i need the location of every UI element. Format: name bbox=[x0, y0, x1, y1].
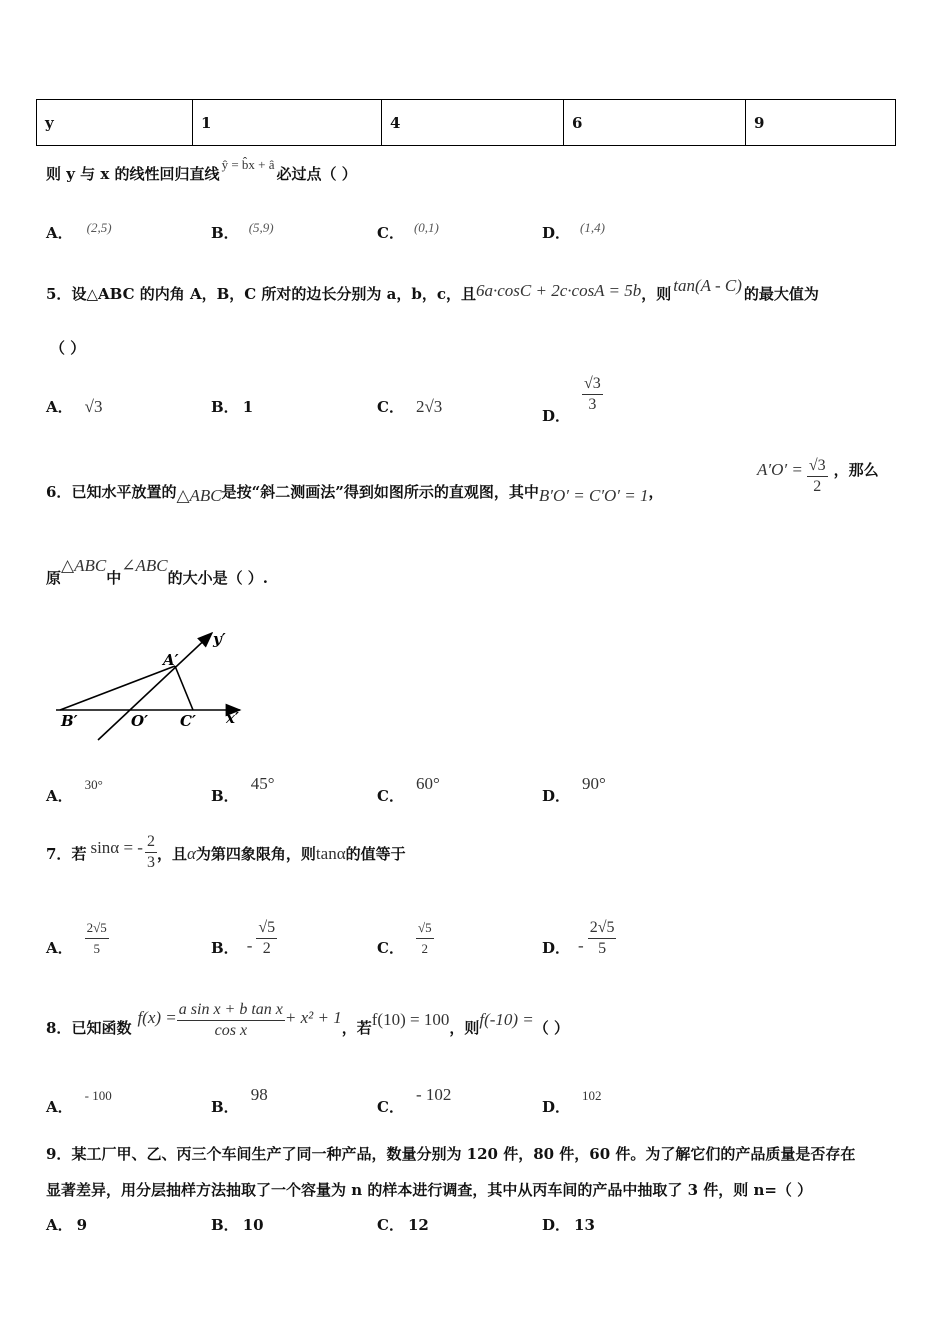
label-c-prime: C′ bbox=[180, 712, 196, 730]
q5-option-c[interactable]: C． 2√3 bbox=[377, 397, 443, 416]
q4-option-d[interactable]: D． $^{(1,4)}$ bbox=[542, 220, 605, 242]
q6-option-b[interactable]: B．45° bbox=[211, 774, 275, 805]
data-table bbox=[36, 99, 896, 146]
q6-stem-line2: 原△ABC中∠ABC的大小是（ ）. bbox=[46, 556, 269, 587]
q7-condition: sinα = - bbox=[90, 838, 143, 857]
q8-stem: 8．已知函数f(x) = $\frac{\text{a sin x + b tan x}}{\text{cos x}}$ + x² + 1，若f(10) = 100，则f(-10) =（ ） bbox=[46, 1001, 570, 1039]
q4-stem bbox=[46, 157, 357, 184]
q9-option-b[interactable]: B． 10 bbox=[211, 1216, 264, 1234]
q5-option-a[interactable]: A． √3 bbox=[46, 397, 103, 416]
label-b-prime: B′ bbox=[61, 712, 78, 730]
q5-stem: 5．设△ABC 的内角 A，B，C 所对的边长分别为 a，b，c，且6a·cosC + 2c·cosA = 5b，则 tan(A - C) 的最大值为 bbox=[46, 276, 819, 303]
q9-option-a[interactable]: A． 9 bbox=[46, 1216, 88, 1234]
q5-blank: （ ） bbox=[50, 339, 86, 357]
q6-option-d[interactable]: D．90° bbox=[542, 774, 606, 805]
label-a-prime: A′ bbox=[163, 651, 179, 669]
q5-condition: 6a·cosC + 2c·cosA = 5b bbox=[476, 281, 642, 300]
q7-stem: 7．若 sinα = - $\frac{2}{3}$ ，且α为第四象限角，则tanα的值等于 bbox=[46, 833, 406, 871]
q5-option-d[interactable]: D． $\frac{√3}{3}$ bbox=[542, 375, 601, 425]
segment-b-a bbox=[60, 666, 175, 710]
q6-condition-2: A′O′ = $\frac{√3}{2}$ ，那么 bbox=[757, 457, 879, 495]
q7-option-b[interactable]: B． - $\frac{√5}{2}$ bbox=[211, 919, 276, 957]
q4-stem-before: 则 y 与 x 的线性回归直线 bbox=[46, 165, 220, 183]
q6-option-c[interactable]: C．60° bbox=[377, 774, 440, 805]
q8-option-d[interactable]: D．$^{102}$ bbox=[542, 1088, 602, 1116]
q7-option-d[interactable]: D． - $\frac{2√5}{5}$ bbox=[542, 919, 615, 957]
table-row-label: y bbox=[37, 100, 193, 146]
table-row bbox=[37, 100, 896, 146]
q8-option-b[interactable]: B．98 bbox=[211, 1085, 268, 1116]
table-cell: 9 bbox=[746, 100, 896, 146]
q6-stem: 6．已知水平放置的△ABC是按“斜二测画法”得到如图所示的直观图，其中B′O′ = C′O′ = 1， bbox=[46, 483, 664, 505]
table-cell: 6 bbox=[564, 100, 746, 146]
q9-option-c[interactable]: C． 12 bbox=[377, 1216, 429, 1234]
q6-option-a[interactable]: A．$^{30^\circ}$ bbox=[46, 777, 103, 805]
q4-option-b[interactable]: B． $^{(5,9)}$ bbox=[211, 220, 274, 242]
oblique-projection-figure bbox=[50, 622, 260, 747]
label-o-prime: O′ bbox=[131, 712, 149, 730]
q4-formula: ŷ = b̂x + â bbox=[221, 157, 275, 172]
q4-option-a[interactable]: A． $^{(2,5)}$ bbox=[46, 220, 112, 242]
q7-option-c[interactable]: C． $\frac{√5}{2}$ bbox=[377, 920, 432, 957]
table-cell: 1 bbox=[193, 100, 382, 146]
q8-option-c[interactable]: C．- 102 bbox=[377, 1085, 452, 1116]
q9-stem-line1: 9．某工厂甲、乙、丙三个车间生产了同一种产品，数量分别为 120 件，80 件，60 件。为了解它们的产品质量是否存在 bbox=[46, 1145, 856, 1163]
q9-option-d[interactable]: D． 13 bbox=[542, 1216, 595, 1234]
q7-option-a[interactable]: A． $\frac{2√5}{5}$ bbox=[46, 920, 107, 957]
label-y-prime: y′ bbox=[213, 630, 226, 648]
q5-expr: tan(A - C) bbox=[673, 276, 742, 295]
q9-stem-line2: 显著差异，用分层抽样方法抽取了一个容量为 n 的样本进行调查，其中从丙车间的产品中抽取了 3 件，则 n=（ ） bbox=[46, 1181, 813, 1199]
table-cell: 4 bbox=[382, 100, 564, 146]
segment-a-c bbox=[175, 666, 193, 710]
q4-option-c[interactable]: C． $^{(0,1)}$ bbox=[377, 220, 439, 242]
q6-condition: B′O′ = C′O′ = 1 bbox=[538, 486, 649, 505]
q8-option-a[interactable]: A．$^{- 100}$ bbox=[46, 1088, 112, 1116]
q4-stem-after: 必过点（ ） bbox=[276, 165, 357, 183]
label-x-prime: x′ bbox=[226, 709, 239, 727]
q5-option-b[interactable]: B． 1 bbox=[211, 398, 254, 416]
